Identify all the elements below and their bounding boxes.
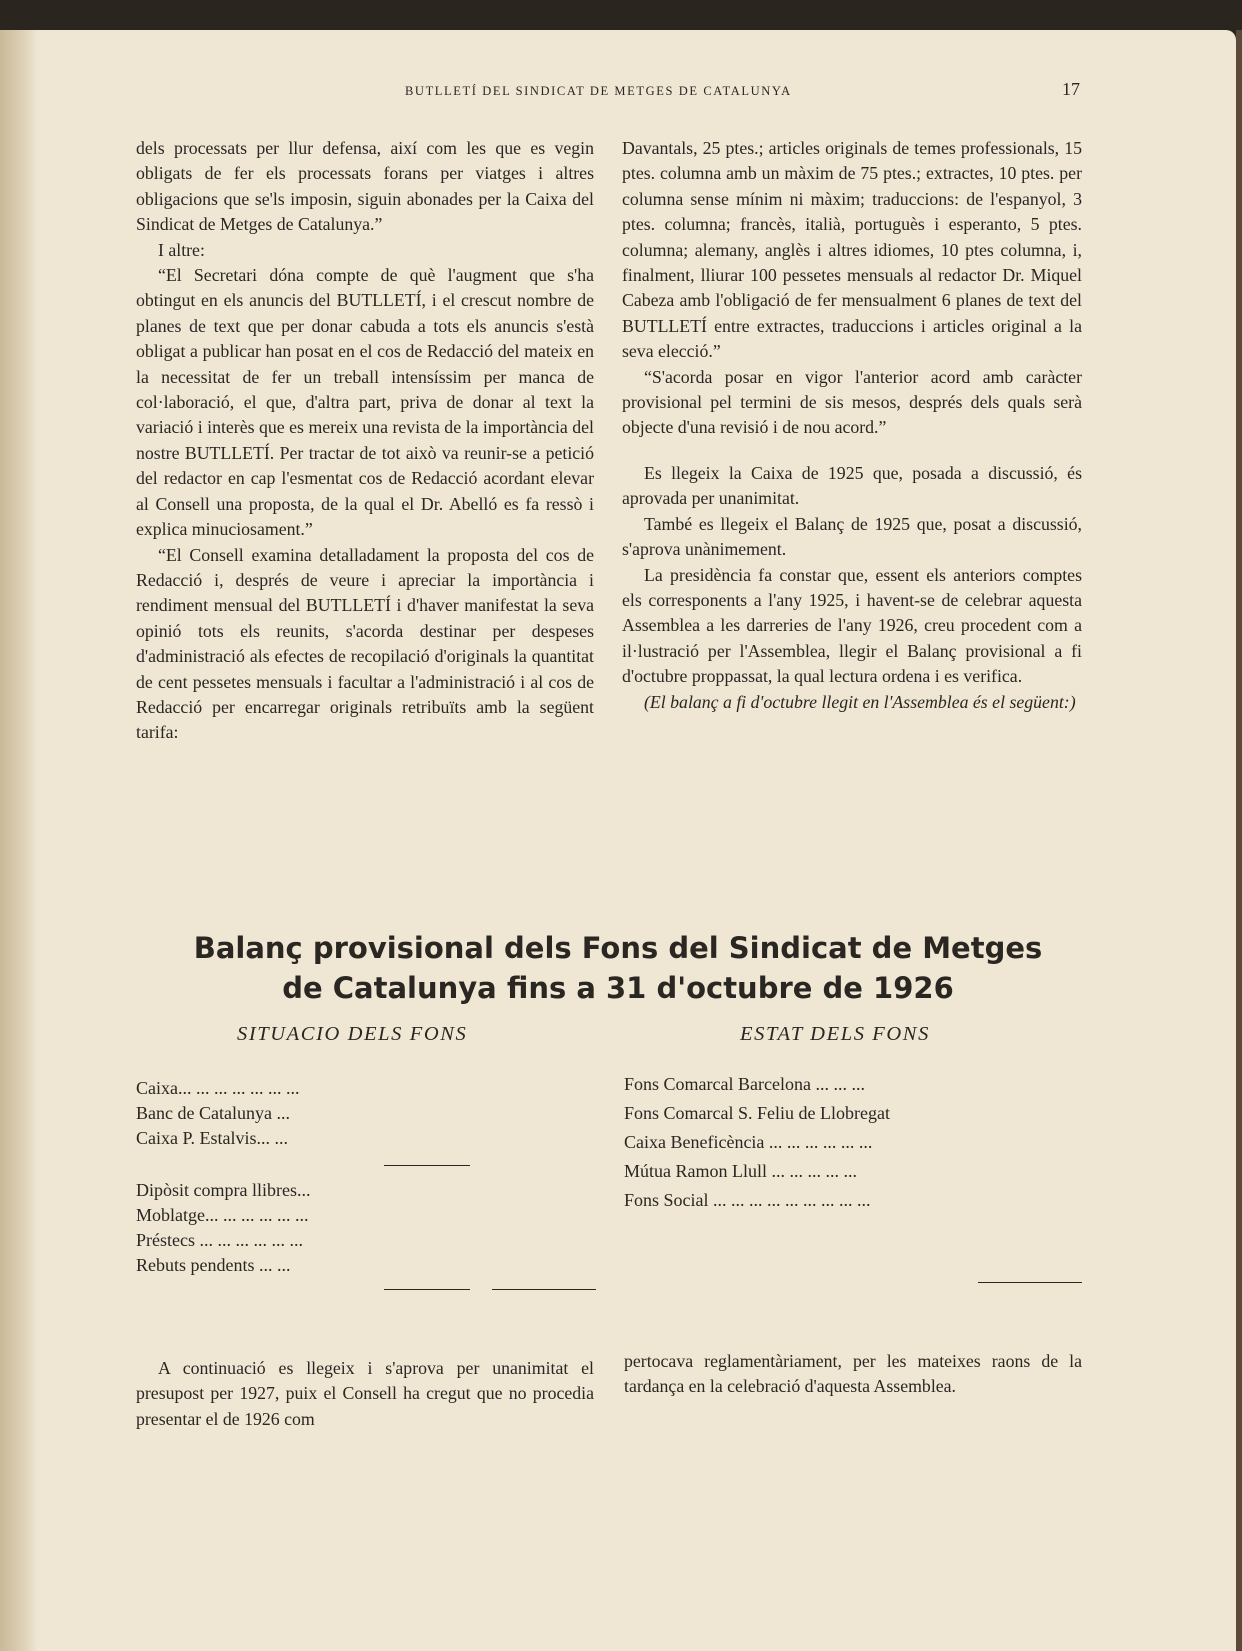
running-title: BUTLLETÍ DEL SINDICAT DE METGES DE CATALUNYA — [405, 84, 792, 98]
rule — [978, 1282, 1082, 1283]
paragraph: (El balanç a fi d'octubre llegit en l'Assemblea és el següent:) — [644, 691, 1076, 712]
heading-line-1: Balanç provisional dels Fons del Sindicat de Metges — [193, 931, 1043, 965]
row-label: Rebuts pendents ... ... — [136, 1255, 291, 1275]
left-column — [136, 136, 594, 746]
row-label: Caixa P. Estalvis... ... — [136, 1128, 288, 1148]
paragraph: I altre: — [158, 239, 205, 260]
bottom-left-paragraph: A continuació es llegeix i s'aprova per unanimitat el presupost per 1927, puix el Consell ha cregut que no procedia presentar el de 1926 com — [136, 1358, 594, 1429]
paragraph: Es llegeix la Caixa de 1925 que, posada a discussió, és aprovada per unanimitat. — [622, 462, 1082, 509]
row-label: Caixa... ... ... ... ... ... ... — [136, 1078, 300, 1098]
row-label: Fons Social ... ... ... ... ... ... ... ... ... — [624, 1190, 871, 1210]
paragraph: “El Consell examina detalladament la proposta del cos de Redacció i, després de veure i apreciar la importància i rendiment mensual del BUTLLETÍ i d'haver manifestat la seva opinió tots els reunits, s'acorda destinar per despeses d'administració als efectes de recopilació d'originals la quantitat de cent pessetes mensuals i facultar a l'administració i al cos de Redacció per encarregar originals retribuïts amb la següent tarifa: — [136, 544, 594, 743]
row-label: Banc de Catalunya ... — [136, 1103, 290, 1123]
situacio-title: SITUACIO DELS FONS — [237, 1023, 468, 1045]
row-label: Fons Comarcal Barcelona ... ... ... — [624, 1074, 865, 1094]
row-label: Caixa Beneficència ... ... ... ... ... ... — [624, 1132, 873, 1152]
paragraph: “El Secretari dóna compte de què l'augment que s'ha obtingut en els anuncis del BUTLLETÍ, i el crescut nombre de planes de text que per donar cabuda a tots els anuncis s'està obligat a publicar han posat en el cos de Redacció del mateix en la necessitat de fer un treball intensíssim per manca de col·laboració, el que, d'altra part, priva de donar al text la variació i interès que es mereix una revista de la importància del nostre BUTLLETÍ. Per tractar de tot això va reunir-se a petició del redactor en cap l'esmentat cos de Redacció acordant elevar al Consell una proposta, de la qual el Dr. Abelló es fa ressò i explica minuciosament.” — [136, 265, 594, 540]
rule — [384, 1165, 470, 1166]
paragraph: També es llegeix el Balanç de 1925 que, posat a discussió, s'aprova unànimement. — [622, 513, 1082, 560]
right-column — [622, 136, 1082, 715]
paragraph: dels processats per llur defensa, així com les que es vegin obligats de fer els processats forans per viatges i altres obligacions que se'ls imposin, siguin abonades per la Caixa del Sindicat de Metges de Catalunya.” — [136, 138, 594, 235]
balance-heading — [0, 928, 1236, 1008]
row-label: Mútua Ramon Llull ... ... ... ... ... — [624, 1161, 857, 1181]
bottom-right-paragraph: pertocava reglamentàriament, per les mateixes raons de la tardança en la celebració d'aquesta Assemblea. — [624, 1351, 1082, 1397]
row-label: Dipòsit compra llibres... — [136, 1180, 311, 1200]
page-number: 17 — [1062, 79, 1080, 99]
rule — [384, 1289, 470, 1290]
page-edge — [1236, 30, 1242, 1651]
paragraph: La presidència fa constar que, essent els anteriors comptes els corresponents a l'any 1925, i havent-se de celebrar aquesta Assemblea a les darreries de l'any 1926, creu procedent com a il·lustració per l'Assemblea, llegir el Balanç provisional a fi d'octubre proppassat, la qual lectura ordena i es verifica. — [622, 564, 1082, 687]
paragraph: “S'acorda posar en vigor l'anterior acord amb caràcter provisional pel termini de sis mesos, després dels quals serà objecte d'una revisió i de nou acord.” — [622, 366, 1082, 438]
row-label: Moblatge... ... ... ... ... ... — [136, 1205, 309, 1225]
row-label: Préstecs ... ... ... ... ... ... — [136, 1230, 303, 1250]
estat-title: ESTAT DELS FONS — [740, 1023, 930, 1045]
book-binding — [0, 30, 38, 1651]
row-label: Fons Comarcal S. Feliu de Llobregat — [624, 1103, 890, 1123]
paragraph: Davantals, 25 ptes.; articles originals de temes professionals, 15 ptes. columna amb un màxim de 75 ptes.; extractes, 10 ptes. per columna sense mínim ni màxim; traduccions: de l'espanyol, 3 ptes. columna; francès, italià, portuguès i esperanto, 5 ptes. columna; alemany, anglès i altres idiomes, 10 ptes columna, i, finalment, lliurar 100 pessetes mensuals al redactor Dr. Miquel Cabeza amb l'obligació de fer mensualment 6 planes de text del BUTLLETÍ entre extractes, traduccions i articles original a la seva elecció.” — [622, 138, 1082, 362]
heading-line-2: de Catalunya fins a 31 d'octubre de 1926 — [282, 971, 954, 1005]
rule — [492, 1289, 596, 1290]
